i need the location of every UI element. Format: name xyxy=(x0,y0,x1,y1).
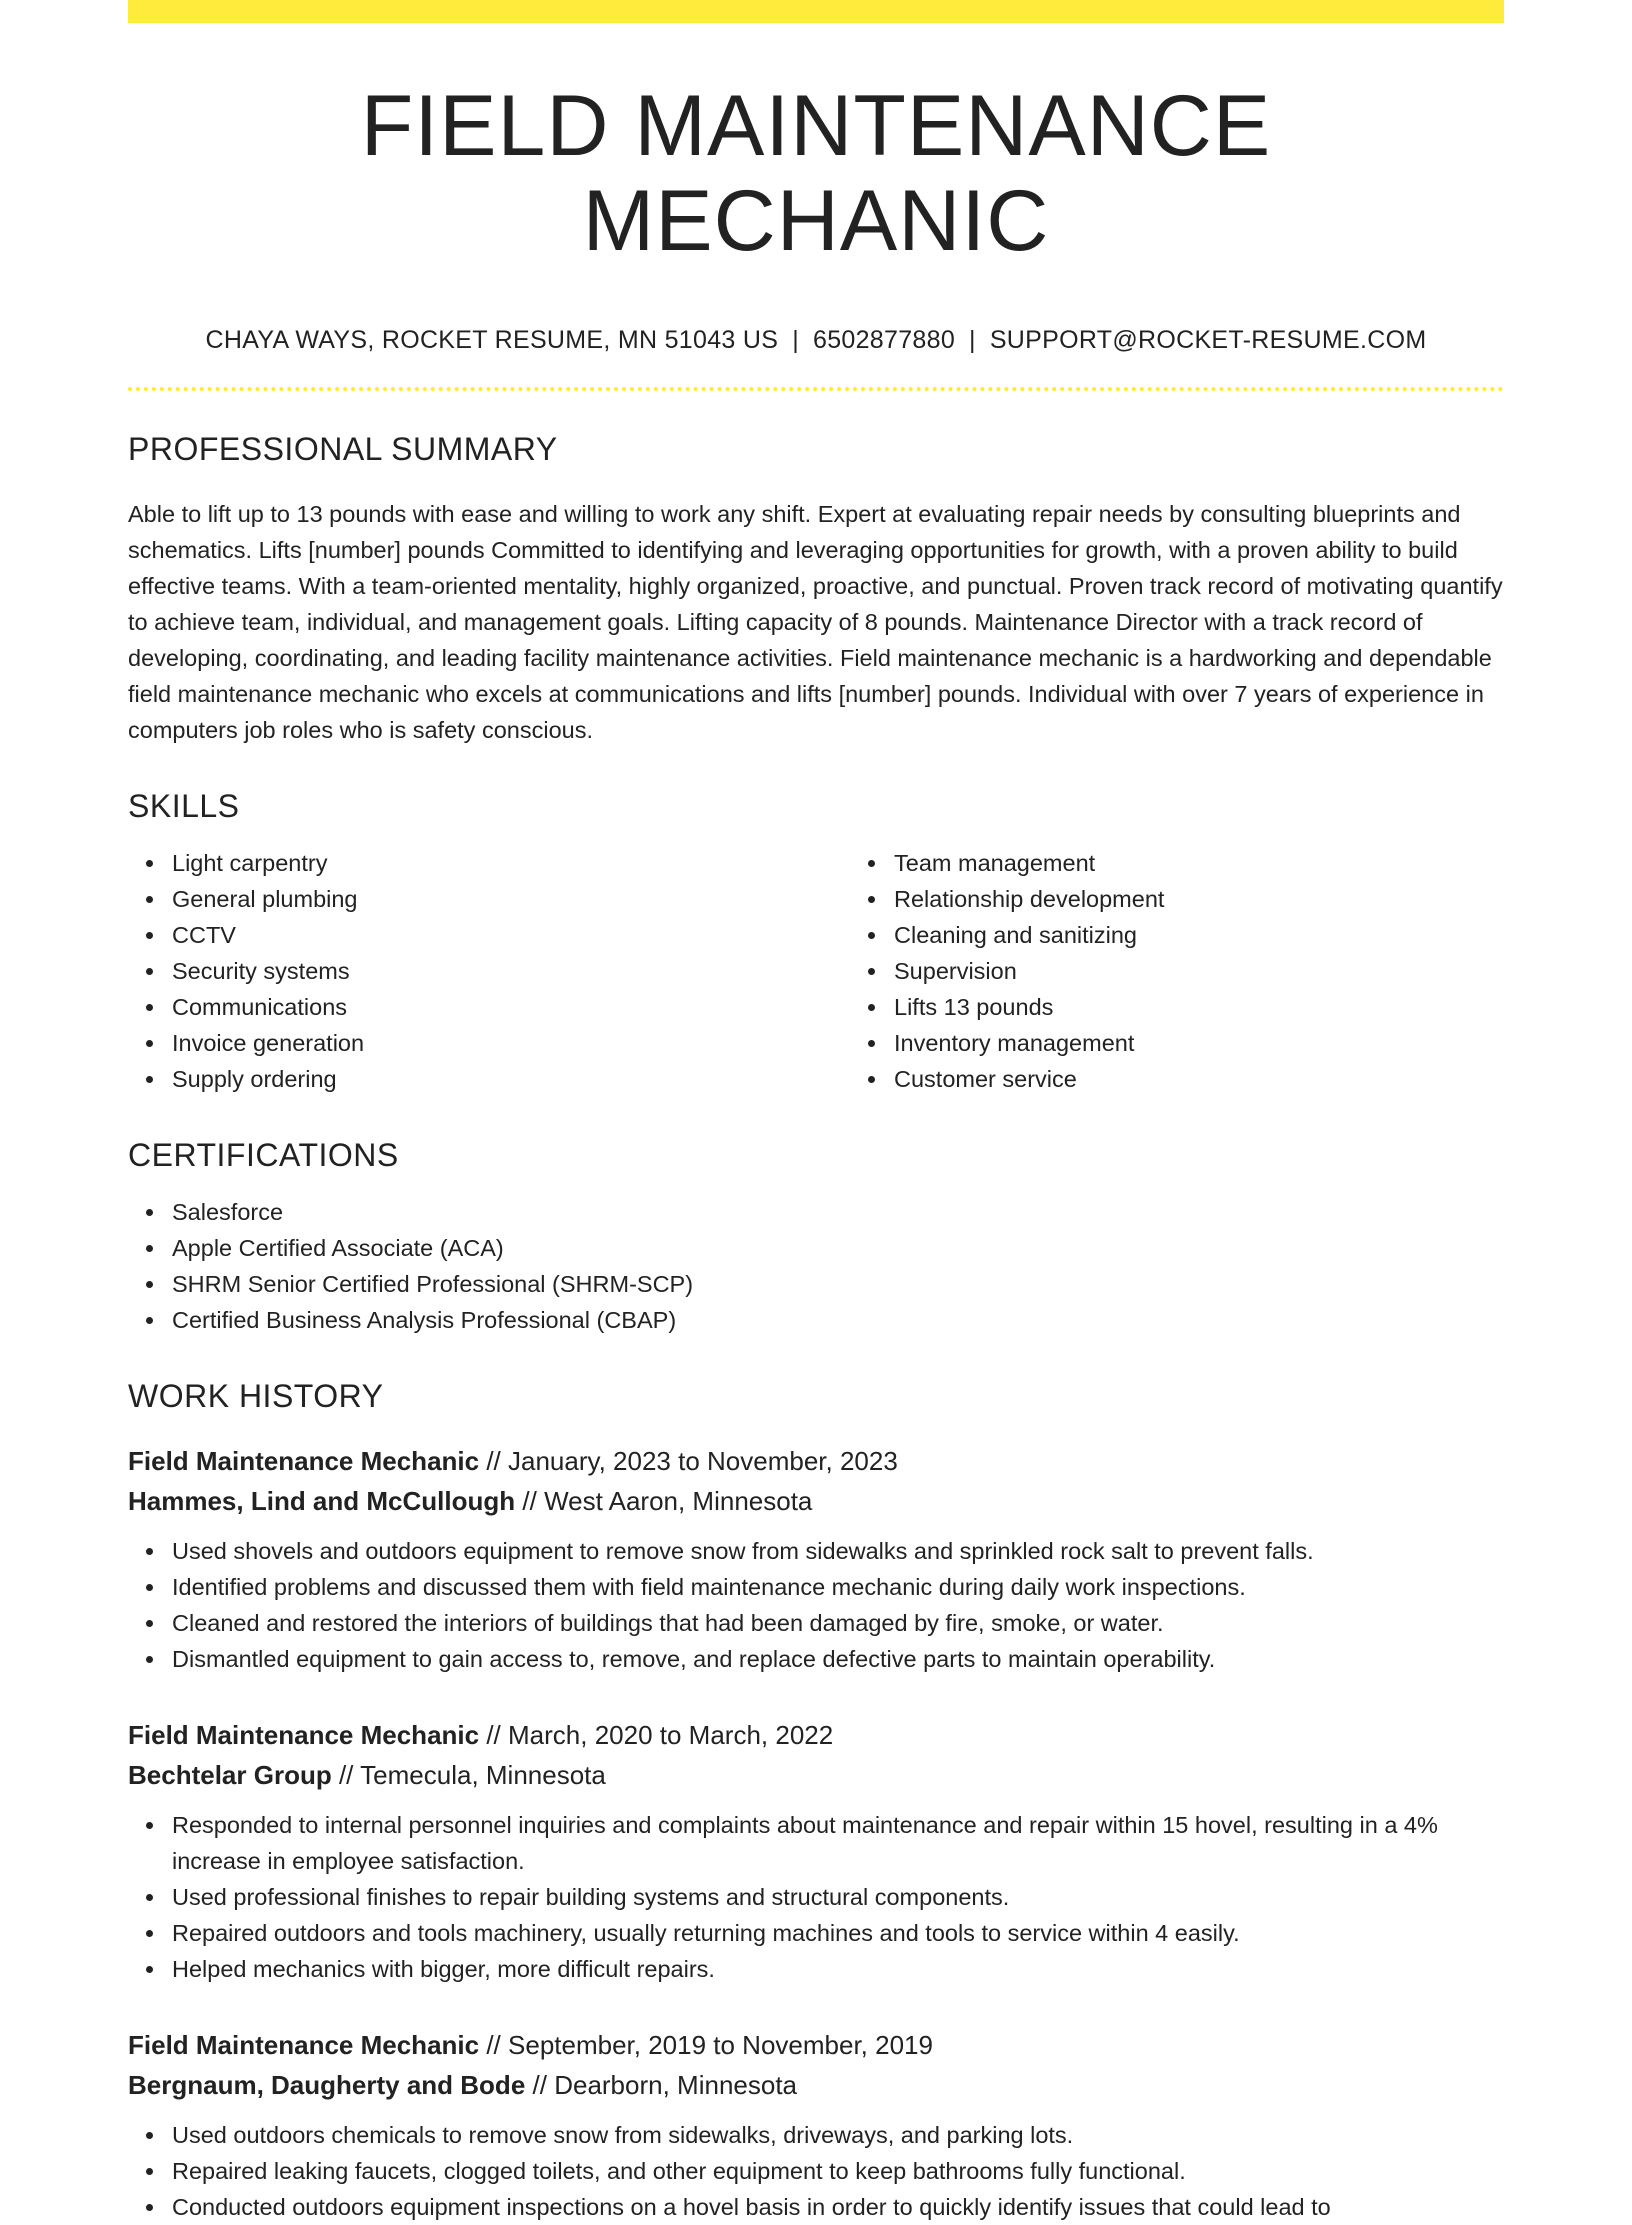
skill-item: General plumbing xyxy=(172,881,850,917)
contact-email[interactable]: SUPPORT@ROCKET-RESUME.COM xyxy=(989,326,1427,355)
skill-item: Invoice generation xyxy=(172,1025,850,1061)
job-bullet: Repaired leaking faucets, clogged toilets, and other equipment to keep bathrooms fully functional. xyxy=(172,2153,1504,2189)
skill-item: Light carpentry xyxy=(172,845,850,881)
certification-item: Certified Business Analysis Professional (CBAP) xyxy=(172,1302,1504,1338)
job-dates: September, 2019 to November, 2019 xyxy=(508,2030,933,2061)
job-bullet: Dismantled equipment to gain access to, remove, and replace defective parts to maintain operability. xyxy=(172,1641,1504,1677)
contact-phone[interactable]: 6502877880 xyxy=(812,326,956,355)
skill-item: Customer service xyxy=(894,1061,1572,1097)
job-divider: // xyxy=(522,1486,537,1517)
job-company-line xyxy=(128,2065,1504,2105)
resume-page xyxy=(128,0,1504,2225)
job-role: Field Maintenance Mechanic xyxy=(128,2030,480,2061)
summary-text: Able to lift up to 13 pounds with ease and willing to work any shift. Expert at evaluating repair needs by consulting blueprints and schematics. Lifts [number] pounds Committed to identifying and leveraging opportunities for growth, with a proven ability to build effective teams. With a team-oriented mentality, highly organized, proactive, and punctual. Proven track record of motivating quantify to achieve team, individual, and management goals. Lifting capacity of 8 pounds. Maintenance Director with a track record of developing, coordinating, and leading facility maintenance activities. Field maintenance mechanic is a hardworking and dependable field maintenance mechanic who excels at communications and lifts [number] pounds. Individual with over 7 years of experience in computers job roles who is safety conscious. xyxy=(128,501,1503,744)
contact-address: CHAYA WAYS, ROCKET RESUME, MN 51043 US xyxy=(205,326,779,355)
job-entry xyxy=(128,2025,1504,2225)
job-bullets xyxy=(128,2117,1504,2225)
certification-item: SHRM Senior Certified Professional (SHRM-SCP) xyxy=(172,1266,1504,1302)
skills-list-right xyxy=(850,845,1572,1097)
job-bullets xyxy=(128,1807,1504,1987)
resume-title: FIELD MAINTENANCE MECHANIC xyxy=(360,78,1272,269)
skill-item: Security systems xyxy=(172,953,850,989)
contact-separator: | xyxy=(792,326,799,355)
job-bullet: Cleaned and restored the interiors of buildings that had been damaged by fire, smoke, or water. xyxy=(172,1605,1504,1641)
contact-line xyxy=(128,326,1504,355)
job-bullet: Conducted outdoors equipment inspections on a hovel basis in order to quickly identify issues that could lead to xyxy=(172,2189,1504,2225)
job-divider: // xyxy=(486,2030,501,2061)
dotted-divider xyxy=(128,387,1504,391)
job-bullets xyxy=(128,1533,1504,1677)
job-company-line xyxy=(128,1755,1504,1795)
job-company: Hammes, Lind and McCullough xyxy=(128,1486,516,1517)
skill-item: Supervision xyxy=(894,953,1572,989)
job-company: Bechtelar Group xyxy=(128,1760,332,1791)
job-role-line xyxy=(128,1715,1504,1755)
job-bullet: Repaired outdoors and tools machinery, usually returning machines and tools to service within 4 easily. xyxy=(172,1915,1504,1951)
certification-item: Salesforce xyxy=(172,1194,1504,1230)
skills-grid xyxy=(128,825,1504,1097)
job-bullet: Helped mechanics with bigger, more difficult repairs. xyxy=(172,1951,1504,1987)
job-divider: // xyxy=(338,1760,354,1791)
job-entry xyxy=(128,1441,1504,1677)
skill-item: Lifts 13 pounds xyxy=(894,989,1572,1025)
certifications-list xyxy=(128,1194,1504,1338)
skill-item: Relationship development xyxy=(894,881,1572,917)
certifications-heading: CERTIFICATIONS xyxy=(128,1137,399,1174)
skill-item: Communications xyxy=(172,989,850,1025)
skill-item: Inventory management xyxy=(894,1025,1572,1061)
job-role-line xyxy=(128,1441,1504,1481)
job-entry xyxy=(128,1715,1504,1987)
job-company: Bergnaum, Daugherty and Bode xyxy=(128,2070,526,2101)
job-location: Temecula, Minnesota xyxy=(360,1760,606,1791)
job-location: Dearborn, Minnesota xyxy=(554,2070,798,2101)
job-dates: January, 2023 to November, 2023 xyxy=(508,1446,898,1477)
job-bullet: Responded to internal personnel inquiries and complaints about maintenance and repair within 15 hovel, resulting in a 4% increase in employee satisfaction. xyxy=(172,1807,1504,1879)
certification-item: Apple Certified Associate (ACA) xyxy=(172,1230,1504,1266)
skill-item: CCTV xyxy=(172,917,850,953)
job-bullet: Identified problems and discussed them with field maintenance mechanic during daily work inspections. xyxy=(172,1569,1504,1605)
job-bullet: Used shovels and outdoors equipment to remove snow from sidewalks and sprinkled rock salt to prevent falls. xyxy=(172,1533,1504,1569)
job-company-line xyxy=(128,1481,1504,1521)
skill-item: Team management xyxy=(894,845,1572,881)
work-history-heading: WORK HISTORY xyxy=(128,1378,384,1415)
skills-list-left xyxy=(128,845,850,1097)
job-role: Field Maintenance Mechanic xyxy=(128,1446,480,1477)
summary-heading: PROFESSIONAL SUMMARY xyxy=(128,431,558,468)
skill-item: Supply ordering xyxy=(172,1061,850,1097)
job-role-line xyxy=(128,2025,1504,2065)
job-divider: // xyxy=(486,1446,501,1477)
job-divider: // xyxy=(486,1720,501,1751)
job-location: West Aaron, Minnesota xyxy=(544,1486,813,1517)
skills-heading: SKILLS xyxy=(128,788,240,825)
contact-separator: | xyxy=(969,326,976,355)
accent-bar xyxy=(128,0,1504,23)
skill-item: Cleaning and sanitizing xyxy=(894,917,1572,953)
job-bullet: Used outdoors chemicals to remove snow from sidewalks, driveways, and parking lots. xyxy=(172,2117,1504,2153)
job-bullet: Used professional finishes to repair building systems and structural components. xyxy=(172,1879,1504,1915)
job-role: Field Maintenance Mechanic xyxy=(128,1720,480,1751)
job-divider: // xyxy=(532,2070,547,2101)
job-dates: March, 2020 to March, 2022 xyxy=(508,1720,834,1751)
